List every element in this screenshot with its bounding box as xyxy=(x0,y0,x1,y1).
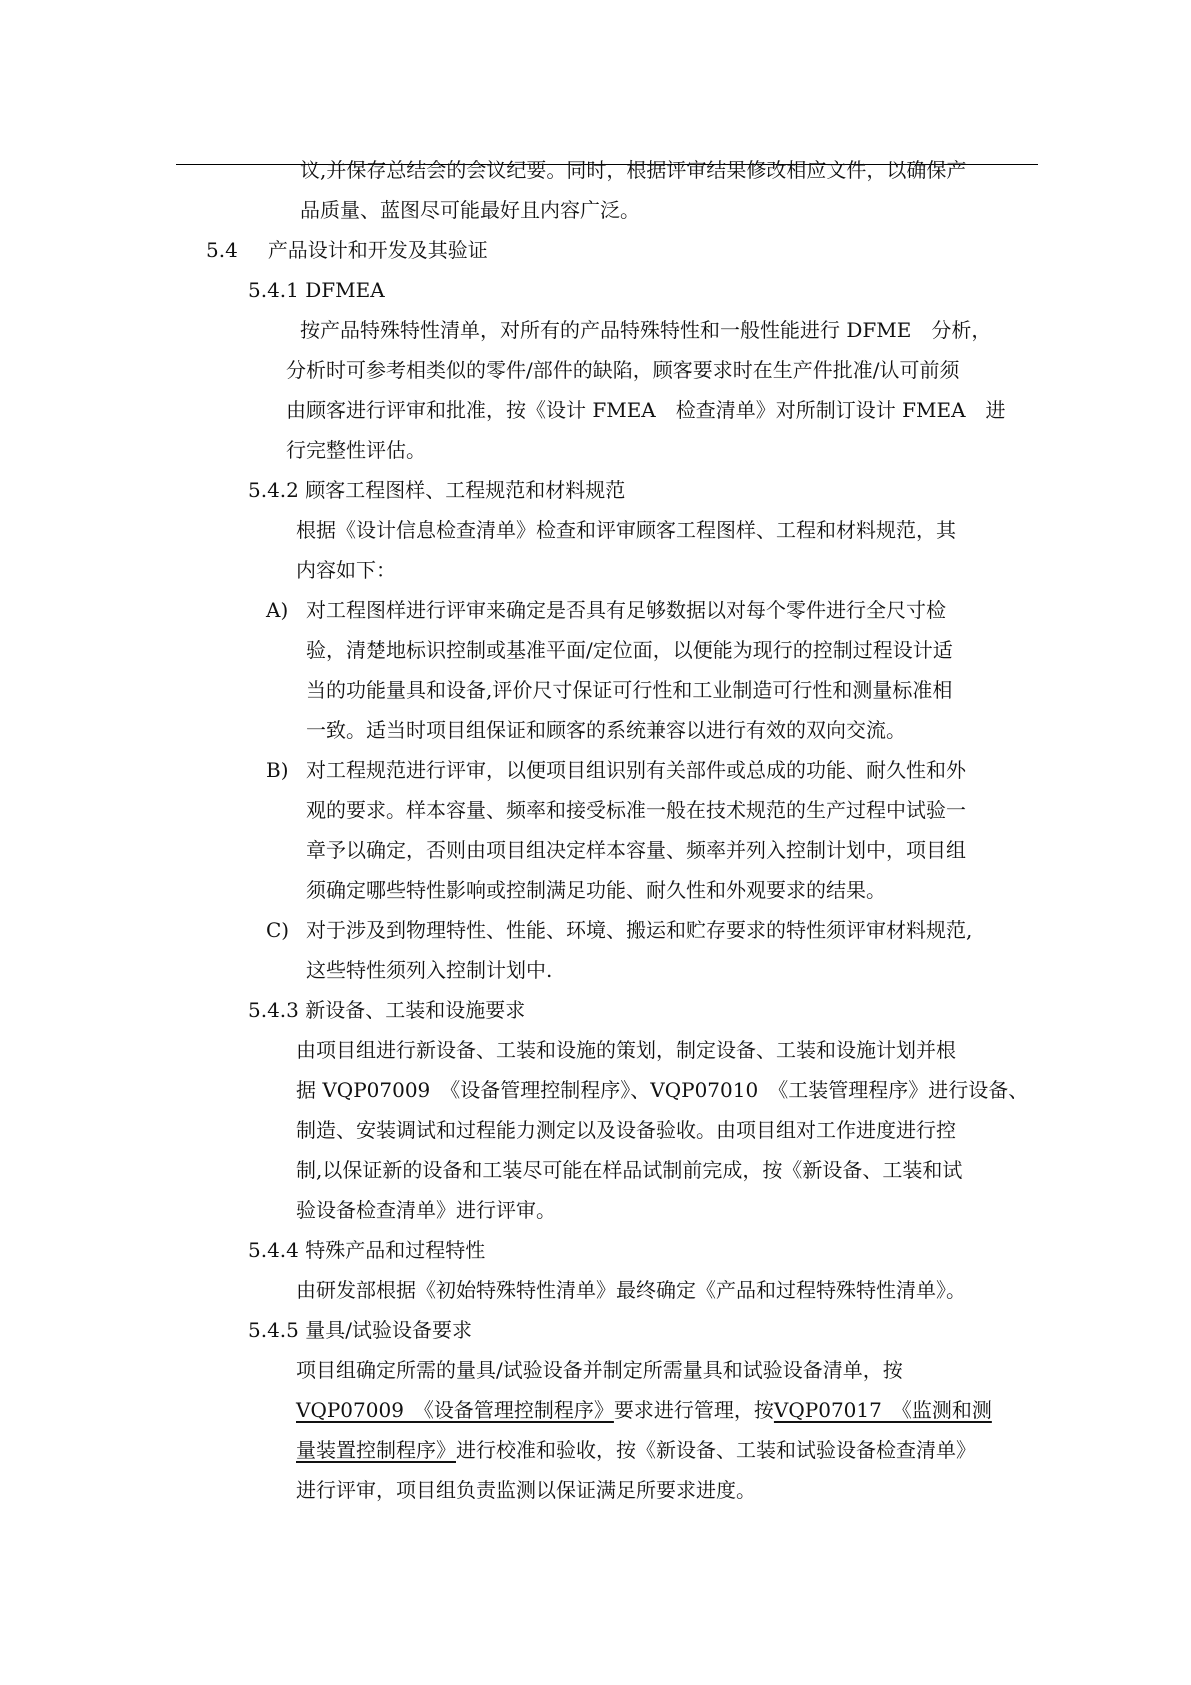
list-marker-c: C) xyxy=(266,918,290,942)
paragraph-line: 根据《设计信息检查清单》检查和评审顾客工程图样、工程和材料规范，其 xyxy=(296,518,956,542)
list-item-line: 须确定哪些特性影响或控制满足功能、耐久性和外观要求的结果。 xyxy=(306,878,886,902)
list-item-line: 观的要求。样本容量、频率和接受标准一般在技术规范的生产过程中试验一 xyxy=(306,798,966,822)
paragraph-line: VQP07009 《设备管理控制程序》要求进行管理，按VQP07017 《监测和测 xyxy=(296,1398,992,1422)
list-marker-b: B) xyxy=(266,758,289,782)
list-item-line: 验，清楚地标识控制或基准平面/定位面，以便能为现行的控制过程设计适 xyxy=(306,638,953,662)
paragraph-line: 量装置控制程序》进行校准和验收，按《新设备、工装和试验设备检查清单》 xyxy=(296,1438,976,1462)
section-heading-5-4 xyxy=(206,236,488,264)
paragraph-line: 制造、安装调试和过程能力测定以及设备验收。由项目组对工作进度进行控 xyxy=(296,1118,956,1142)
paragraph-line: 项目组确定所需的量具/试验设备并制定所需量具和试验设备清单，按 xyxy=(296,1358,903,1382)
subsection-heading-5-4-1: 5.4.1 DFMEA xyxy=(248,278,385,302)
paragraph-line: 由研发部根据《初始特殊特性清单》最终确定《产品和过程特殊特性清单》。 xyxy=(296,1278,966,1302)
list-item-line: 这些特性须列入控制计划中. xyxy=(306,958,553,982)
subsection-heading-5-4-3: 5.4.3 新设备、工装和设施要求 xyxy=(248,998,526,1022)
paragraph-line: 进行评审，项目组负责监测以保证满足所要求进度。 xyxy=(296,1478,756,1502)
list-item-line: 章予以确定，否则由项目组决定样本容量、频率并列入控制计划中，项目组 xyxy=(306,838,966,862)
paragraph-line: 品质量、蓝图尽可能最好且内容广泛。 xyxy=(300,198,640,222)
paragraph-line: 制,以保证新的设备和工装尽可能在样品试制前完成，按《新设备、工装和试 xyxy=(296,1158,963,1182)
paragraph-line: 由项目组进行新设备、工装和设施的策划，制定设备、工装和设施计划并根 xyxy=(296,1038,956,1062)
procedure-reference-vqp07017-cont: 量装置控制程序》 xyxy=(296,1438,456,1462)
paragraph-line: 据 VQP07009 《设备管理控制程序》、VQP07010 《工装管理程序》进行设备、 xyxy=(296,1078,1029,1102)
subsection-heading-5-4-2: 5.4.2 顾客工程图样、工程规范和材料规范 xyxy=(248,478,626,502)
subsection-heading-5-4-5: 5.4.5 量具/试验设备要求 xyxy=(248,1318,472,1342)
procedure-reference-vqp07009: VQP07009 《设备管理控制程序》 xyxy=(296,1398,614,1422)
list-item-line: 对工程规范进行评审，以便项目组识别有关部件或总成的功能、耐久性和外 xyxy=(306,758,966,782)
list-item-line: 对工程图样进行评审来确定是否具有足够数据以对每个零件进行全尺寸检 xyxy=(306,598,946,622)
paragraph-line: 验设备检查清单》进行评审。 xyxy=(296,1198,556,1222)
list-item-line: 一致。适当时项目组保证和顾客的系统兼容以进行有效的双向交流。 xyxy=(306,718,906,742)
paragraph-line: 分析时可参考相类似的零件/部件的缺陷，顾客要求时在生产件批准/认可前须 xyxy=(286,358,960,382)
list-item-line: 对于涉及到物理特性、性能、环境、搬运和贮存要求的特性须评审材料规范, xyxy=(306,918,973,942)
list-marker-a: A) xyxy=(266,598,289,622)
paragraph-line: 议,并保存总结会的会议纪要。同时，根据评审结果修改相应文件，以确保产 xyxy=(300,158,967,182)
subsection-heading-5-4-4: 5.4.4 特殊产品和过程特性 xyxy=(248,1238,486,1262)
paragraph-line: 按产品特殊特性清单，对所有的产品特殊特性和一般性能进行 DFME 分析， xyxy=(300,318,992,342)
section-number: 5.4 xyxy=(206,238,238,262)
list-item-line: 当的功能量具和设备,评价尺寸保证可行性和工业制造可行性和测量标准相 xyxy=(306,678,953,702)
paragraph-line: 由顾客进行评审和批准，按《设计 FMEA 检查清单》对所制订设计 FMEA 进 xyxy=(286,398,1006,422)
procedure-reference-vqp07017: VQP07017 《监测和测 xyxy=(773,1398,992,1422)
section-title: 产品设计和开发及其验证 xyxy=(267,238,488,262)
paragraph-line: 行完整性评估。 xyxy=(286,438,426,462)
paragraph-line: 内容如下： xyxy=(296,558,396,582)
